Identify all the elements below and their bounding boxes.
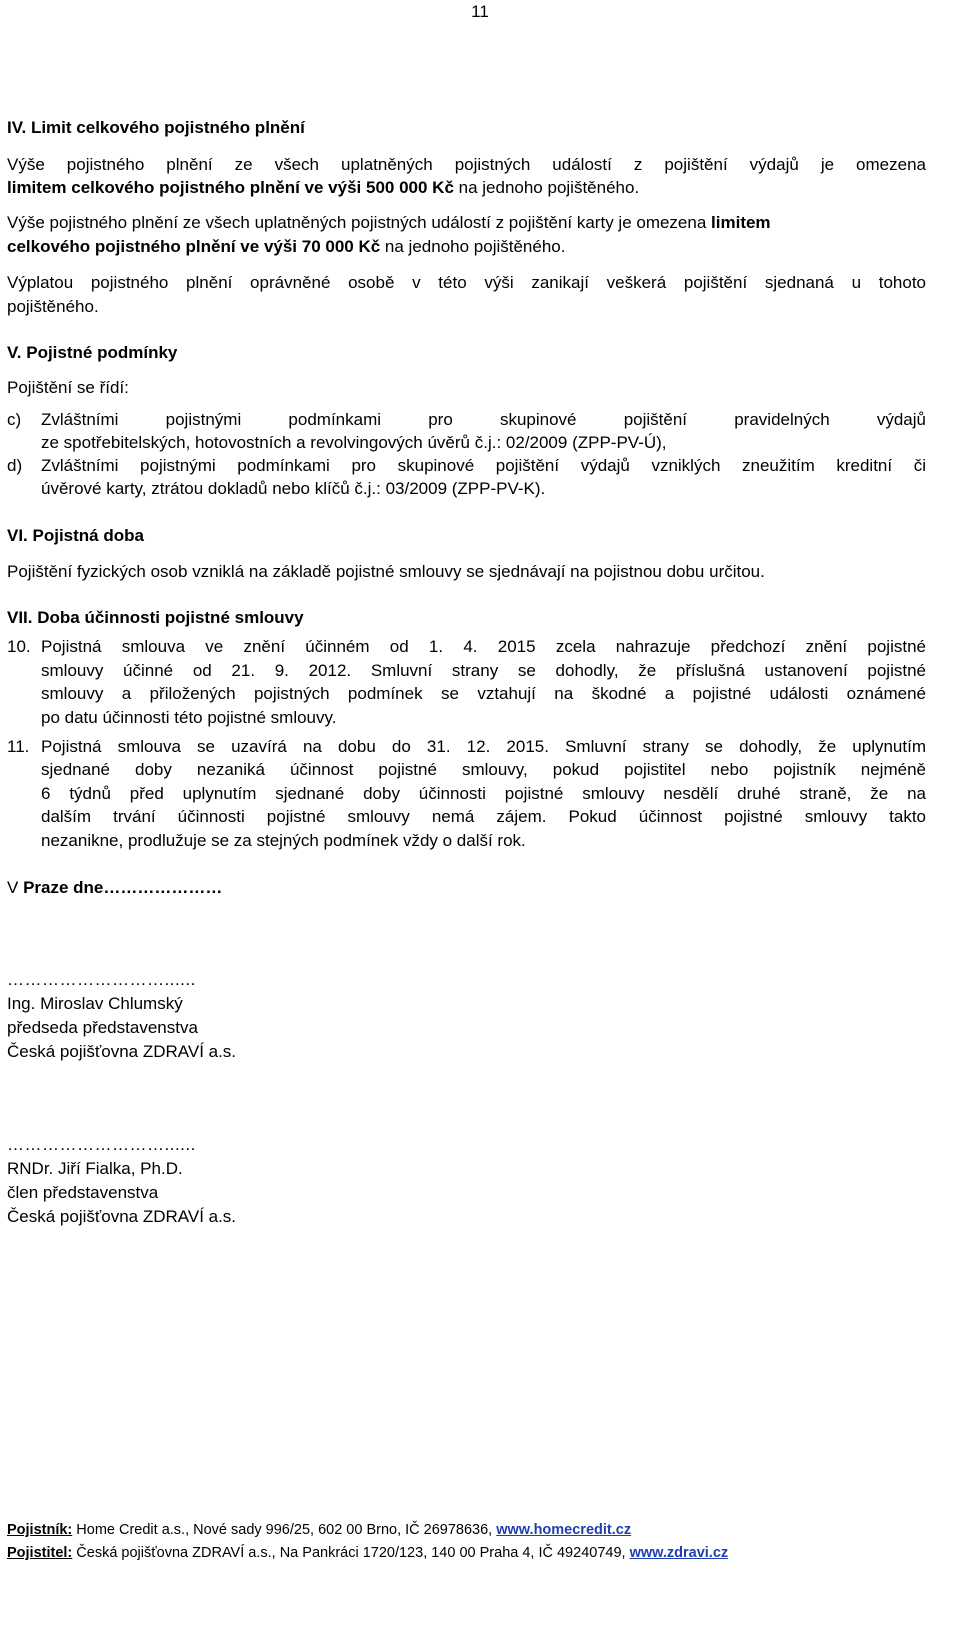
sec7-i10-line3: smlouvy a přiložených pojistných podmínek se vztahují na škodné a pojistné události oznámené (41, 684, 926, 703)
section-vi-heading: VI. Pojistná doba (7, 526, 144, 545)
sec4-p2-line2 (7, 235, 565, 259)
sec5-c-line1: Zvláštními pojistnými podmínkami pro skupinové pojištění pravidelných výdajů (41, 410, 926, 429)
place-praze-dne: Praze dne………………… (23, 878, 223, 897)
signature-2-company: Česká pojišťovna ZDRAVÍ a.s. (7, 1207, 237, 1226)
sec7-i11-line3: 6 týdnů před uplynutím sjednané doby účinnosti pojistné smlouvy nesdělí druhé straně, že na (41, 784, 926, 803)
section-v-heading: V. Pojistné podmínky (7, 343, 178, 362)
section-vii-heading: VII. Doba účinnosti pojistné smlouvy (7, 608, 304, 627)
signature-1-name: Ing. Miroslav Chlumský (7, 994, 183, 1013)
sec4-p3-line2: pojištěného. (7, 297, 99, 316)
sec4-p1-rest: na jednoho pojištěného. (453, 178, 640, 197)
sec5-d-line2: úvěrové karty, ztrátou dokladů nebo klíčů č.j.: 03/2009 (ZPP-PV-K). (41, 479, 546, 498)
place-date-line (7, 876, 222, 900)
footer-pojistnik-label: Pojistník: (7, 1522, 73, 1538)
list-label-c: c) (7, 410, 22, 429)
signature-1-role: předseda představenstva (7, 1018, 198, 1037)
list-label-11: 11. (7, 737, 30, 756)
sec7-i11-line1: Pojistná smlouva se uzavírá na dobu do 31. 12. 2015. Smluvní strany se dohodly, že uplynutím (41, 737, 926, 756)
signature-2-name: RNDr. Jiří Fialka, Ph.D. (7, 1159, 183, 1178)
signature-1-dots: ………………………...... (7, 970, 196, 989)
signature-1-company: Česká pojišťovna ZDRAVÍ a.s. (7, 1042, 237, 1061)
signature-2-role: člen představenstva (7, 1183, 159, 1202)
section-iv-heading: IV. Limit celkového pojistného plnění (7, 118, 305, 137)
sec4-p2-bold-limit: limitem (711, 213, 771, 232)
homecredit-link[interactable]: www.homecredit.cz (496, 1522, 632, 1538)
list-label-10: 10. (7, 637, 31, 656)
sec4-p1-line2 (7, 176, 639, 200)
sec4-p2-rest: na jednoho pojištěného. (380, 237, 566, 256)
footer-pojistitel (7, 1543, 728, 1563)
sec7-i11-line5: nezanikne, prodlužuje se za stejných podmínek vždy o další rok. (41, 831, 526, 850)
sec6-text: Pojištění fyzických osob vzniklá na základě pojistné smlouvy se sjednávají na pojistnou dobu určitou. (7, 562, 765, 581)
sec4-p3-line1: Výplatou pojistného plnění oprávněné osobě v této výši zanikají veškerá pojištění sjednaná u tohoto (7, 273, 926, 292)
sec7-i10-line2: smlouvy účinné od 21. 9. 2012. Smluvní strany se dohodly, že příslušná ustanovení pojistné (41, 661, 926, 680)
footer-pojistitel-text: Česká pojišťovna ZDRAVÍ a.s., Na Pankráci 1720/123, 140 00 Praha 4, IČ 49240749, (72, 1545, 630, 1561)
sec7-i11-line2: sjednané doby nezaniká účinnost pojistné smlouvy, pokud pojistitel nebo pojistník nejméně (41, 760, 926, 779)
sec4-p2-text: Výše pojistného plnění ze všech uplatněných pojistných událostí z pojištění karty je omezena (7, 213, 712, 232)
sec5-c-line2: ze spotřebitelských, hotovostních a revolvingových úvěrů č.j.: 02/2009 (ZPP-PV-Ú), (41, 433, 667, 452)
page-number: 11 (471, 2, 489, 21)
list-label-d: d) (7, 456, 23, 475)
footer-pojistnik (7, 1520, 631, 1540)
signature-2-dots: ………………………...... (7, 1135, 196, 1154)
sec4-p2-bold: celkového pojistného plnění ve výši 70 000 Kč (7, 237, 381, 256)
sec4-p2-line1 (7, 211, 771, 235)
sec7-i10-line1: Pojistná smlouva ve znění účinném od 1. 4. 2015 zcela nahrazuje předchozí znění pojistné (41, 637, 926, 656)
sec4-p1-line1: Výše pojistného plnění ze všech uplatněných pojistných událostí z pojištění výdajů je omezena (7, 155, 926, 174)
sec7-i10-line4: po datu účinnosti této pojistné smlouvy. (41, 708, 337, 727)
footer-pojistnik-text: Home Credit a.s., Nové sady 996/25, 602 00 Brno, IČ 26978636, (72, 1522, 497, 1538)
zdravi-link[interactable]: www.zdravi.cz (629, 1545, 729, 1561)
sec7-i11-line4: dalším trvání účinnosti pojistné smlouvy nemá zájem. Pokud účinnost pojistné smlouvy takto (41, 807, 926, 826)
footer-pojistitel-label: Pojistitel: (7, 1545, 73, 1561)
sec5-intro: Pojištění se řídí: (7, 378, 129, 397)
sec4-p1-bold: limitem celkového pojistného plnění ve výši 500 000 Kč (7, 178, 454, 197)
sec5-d-line1: Zvláštními pojistnými podmínkami pro skupinové pojištění výdajů vzniklých zneužitím kreditní či (41, 456, 926, 475)
place-v: V (7, 878, 24, 897)
